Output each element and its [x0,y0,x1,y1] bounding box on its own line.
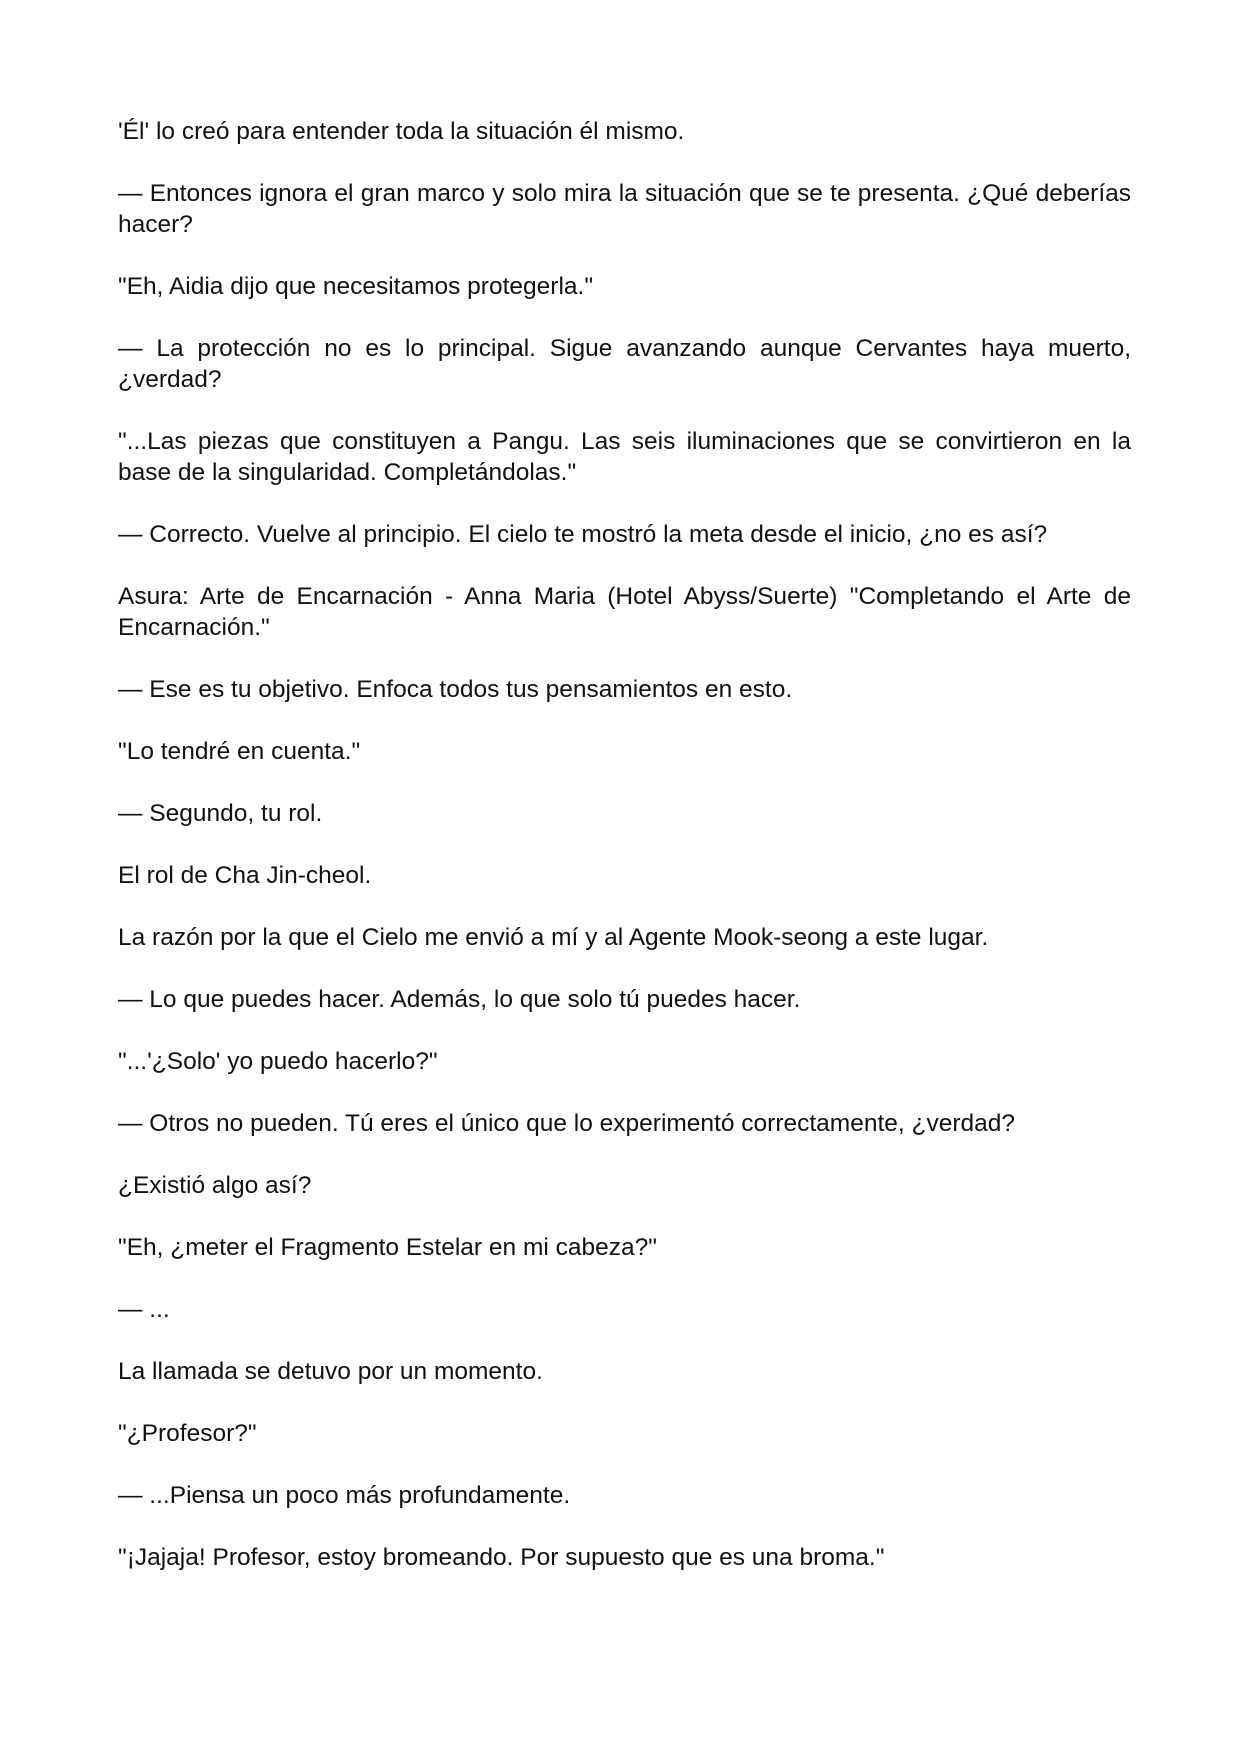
paragraph: ¿Existió algo así? [118,1172,312,1199]
paragraph: — Lo que puedes hacer. Además, lo que solo tú puedes hacer. [118,986,801,1013]
paragraph: El rol de Cha Jin-cheol. [118,862,372,889]
paragraph: "Eh, Aidia dijo que necesitamos protegerla." [118,273,594,300]
paragraph: "...Las piezas que constituyen a Pangu. Las seis iluminaciones que se convirtieron en la base de la singularidad. Completándolas." [118,428,1131,486]
paragraph: — ...Piensa un poco más profundamente. [118,1482,571,1509]
paragraph: La razón por la que el Cielo me envió a mí y al Agente Mook-seong a este lugar. [118,924,989,951]
paragraph: — Ese es tu objetivo. Enfoca todos tus pensamientos en esto. [118,676,793,703]
paragraph: "¿Profesor?" [118,1420,257,1447]
paragraph: — La protección no es lo principal. Sigue avanzando aunque Cervantes haya muerto, ¿verdad? [118,335,1131,393]
paragraph: "Eh, ¿meter el Fragmento Estelar en mi cabeza?" [118,1234,657,1261]
paragraph: "Lo tendré en cuenta." [118,738,361,765]
paragraph: Asura: Arte de Encarnación - Anna Maria (Hotel Abyss/Suerte) "Completando el Arte de Encarnación." [118,583,1131,641]
paragraph: — ... [118,1296,170,1323]
paragraph: "...'¿Solo' yo puedo hacerlo?" [118,1048,438,1075]
paragraph: — Segundo, tu rol. [118,800,323,827]
paragraph: "¡Jajaja! Profesor, estoy bromeando. Por supuesto que es una broma." [118,1544,885,1571]
paragraph: La llamada se detuvo por un momento. [118,1358,543,1385]
paragraph: — Otros no pueden. Tú eres el único que lo experimentó correctamente, ¿verdad? [118,1110,1016,1137]
document-body [118,116,1131,1573]
paragraph: — Entonces ignora el gran marco y solo mira la situación que se te presenta. ¿Qué deberías hacer? [118,180,1131,238]
paragraph: 'Él' lo creó para entender toda la situación él mismo. [118,118,685,145]
paragraph: — Correcto. Vuelve al principio. El cielo te mostró la meta desde el inicio, ¿no es así? [118,521,1048,548]
